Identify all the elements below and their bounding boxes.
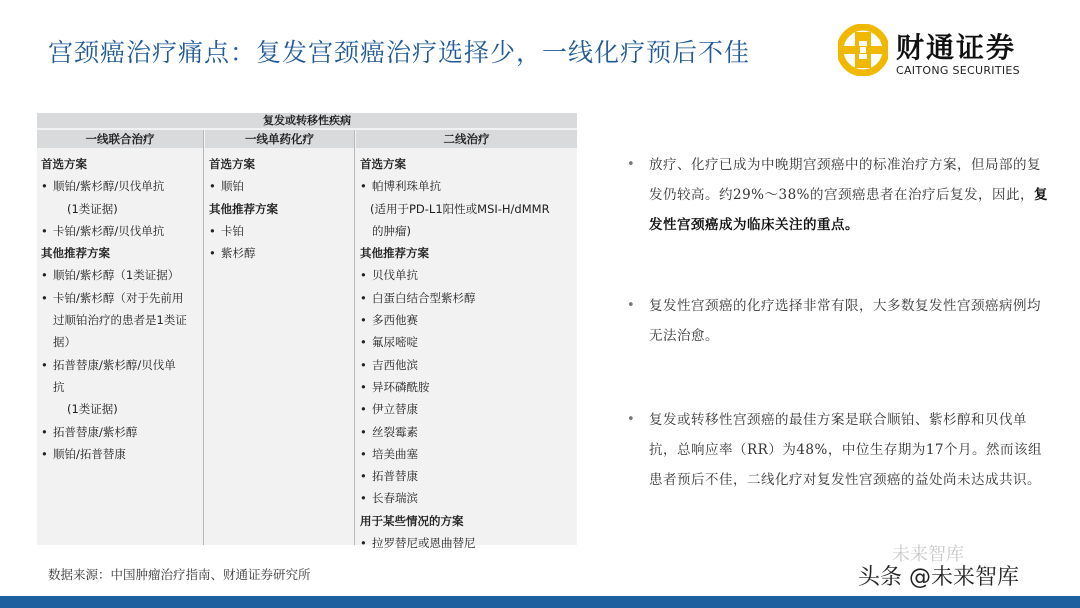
list-item: 卡铂/紫杉醇（对于先前用	[53, 290, 184, 305]
bottom-bar	[0, 596, 1080, 608]
list-item: 贝伐单抗	[372, 268, 418, 283]
section-heading: 首选方案	[209, 157, 255, 171]
list-item-continuation: 抗	[53, 379, 65, 394]
logo-english-name: CAITONG SECURITIES	[896, 64, 1020, 77]
logo-chinese-name: 财通证券	[896, 31, 1017, 64]
list-item: 拉罗替尼或恩曲替尼	[372, 536, 476, 551]
bullet-icon: •	[627, 412, 635, 427]
list-item: 氟尿嘧啶	[372, 335, 418, 350]
list-item: 紫杉醇	[221, 246, 256, 261]
list-item: 顺铂	[221, 179, 244, 194]
column-first-line-single: 首选方案 • 顺铂 其他推荐方案 • 卡铂 • 紫杉醇	[209, 153, 351, 264]
data-source-note: 数据来源：中国肿瘤治疗指南、财通证券研究所	[48, 567, 311, 582]
list-item: 吉西他滨	[372, 357, 418, 372]
list-item: 拓普替康/紫杉醇	[53, 424, 138, 439]
bullet-icon: •	[627, 157, 635, 172]
column-second-line: 首选方案 • 帕博利珠单抗 (适用于PD-L1阳性或MSI-H/dMMR 的肿瘤) 其他推荐方案 • 贝伐单抗 • 白蛋白结合型紫杉醇 • 多西他赛 • 氟尿嘧啶 • 吉西他滨 • 异环磷酰胺 • 伊立替康 • 丝裂霉素 • 培美曲塞 • 拓普替康 • 长春瑞滨 用于某些情况的方案 • 拉罗替尼或恩曲替尼	[360, 153, 574, 554]
treatment-table	[37, 113, 577, 551]
list-item: 帕博利珠单抗	[372, 179, 441, 194]
column-divider	[354, 130, 355, 545]
key-point-text: 复发性宫颈癌的化疗选择非常有限，大多数复发性宫颈癌病例均无法治愈。	[649, 298, 1041, 344]
section-heading: 其他推荐方案	[209, 201, 278, 216]
bullet-icon: •	[627, 298, 635, 313]
company-logo	[838, 24, 1038, 80]
section-heading: 其他推荐方案	[41, 246, 110, 261]
list-item: 丝裂霉素	[372, 424, 418, 439]
list-item-continuation: 过顺铂治疗的患者是1类证	[53, 313, 187, 328]
column-header-first-line-single: 一线单药化疗	[205, 130, 354, 148]
column-first-line-combo: 首选方案 • 顺铂/紫杉醇/贝伐单抗 (1类证据) • 卡铂/紫杉醇/贝伐单抗 其他推荐方案 • 顺铂/紫杉醇（1类证据） • 卡铂/紫杉醇（对于先前用 过顺铂治疗的患者是1类证 据） • 拓普替康/紫杉醇/贝伐单 抗 (1类证据) • 拓普替康/紫杉醇 • 顺铂/拓普替康	[41, 153, 201, 465]
list-item-continuation: 的肿瘤)	[372, 223, 411, 238]
page-title: 宫颈癌治疗痛点：复发宫颈癌治疗选择少，一线化疗预后不佳	[48, 38, 751, 67]
column-header-second-line: 二线治疗	[356, 130, 577, 148]
column-divider	[203, 130, 204, 545]
list-item: 培美曲塞	[372, 446, 418, 461]
list-item-continuation: 据）	[53, 335, 76, 350]
key-point-text: 放疗、化疗已成为中晚期宫颈癌中的标准治疗方案，但局部的复发仍较高。约29%～38%的宫颈癌患者在治疗后复发，因此，	[649, 157, 1041, 203]
watermark: 头条 @未来智库	[858, 565, 1019, 590]
watermark-ghost: 未来智库	[892, 544, 964, 565]
list-item: 卡铂/紫杉醇/贝伐单抗	[53, 223, 165, 238]
list-item: 白蛋白结合型紫杉醇	[372, 290, 476, 305]
list-item: 卡铂	[221, 223, 244, 238]
caitong-logo-icon	[838, 24, 888, 76]
list-item-continuation: (1类证据)	[67, 402, 118, 417]
list-item: 多西他赛	[372, 313, 418, 328]
list-item-continuation: (1类证据)	[67, 201, 118, 216]
list-item: 长春瑞滨	[372, 491, 418, 506]
section-heading: 首选方案	[41, 157, 87, 171]
section-heading: 其他推荐方案	[360, 246, 429, 261]
list-item: 拓普替康	[372, 469, 418, 484]
list-item-continuation: (适用于PD-L1阳性或MSI-H/dMMR	[370, 201, 550, 216]
table-top-header: 复发或转移性疾病	[37, 113, 577, 128]
list-item: 顺铂/紫杉醇（1类证据）	[53, 268, 180, 283]
list-item: 异环磷酰胺	[372, 379, 430, 394]
section-heading: 首选方案	[360, 157, 406, 171]
section-heading: 用于某些情况的方案	[360, 513, 464, 528]
key-point-text: 复发或转移性宫颈癌的最佳方案是联合顺铂、紫杉醇和贝伐单抗，总响应率（RR）为48%，中位生存期为17个月。然而该组患者预后不佳，二线化疗对复发性宫颈癌的益处尚未达成共识。	[649, 412, 1043, 488]
list-item: 顺铂/紫杉醇/贝伐单抗	[53, 179, 165, 194]
list-item: 顺铂/拓普替康	[53, 446, 126, 461]
column-header-first-line-combo: 一线联合治疗	[37, 130, 203, 148]
list-item: 拓普替康/紫杉醇/贝伐单	[53, 357, 176, 372]
key-point-emphasis: 复发性宫颈癌成为临床关注的重点。	[649, 187, 1049, 233]
list-item: 伊立替康	[372, 402, 418, 417]
